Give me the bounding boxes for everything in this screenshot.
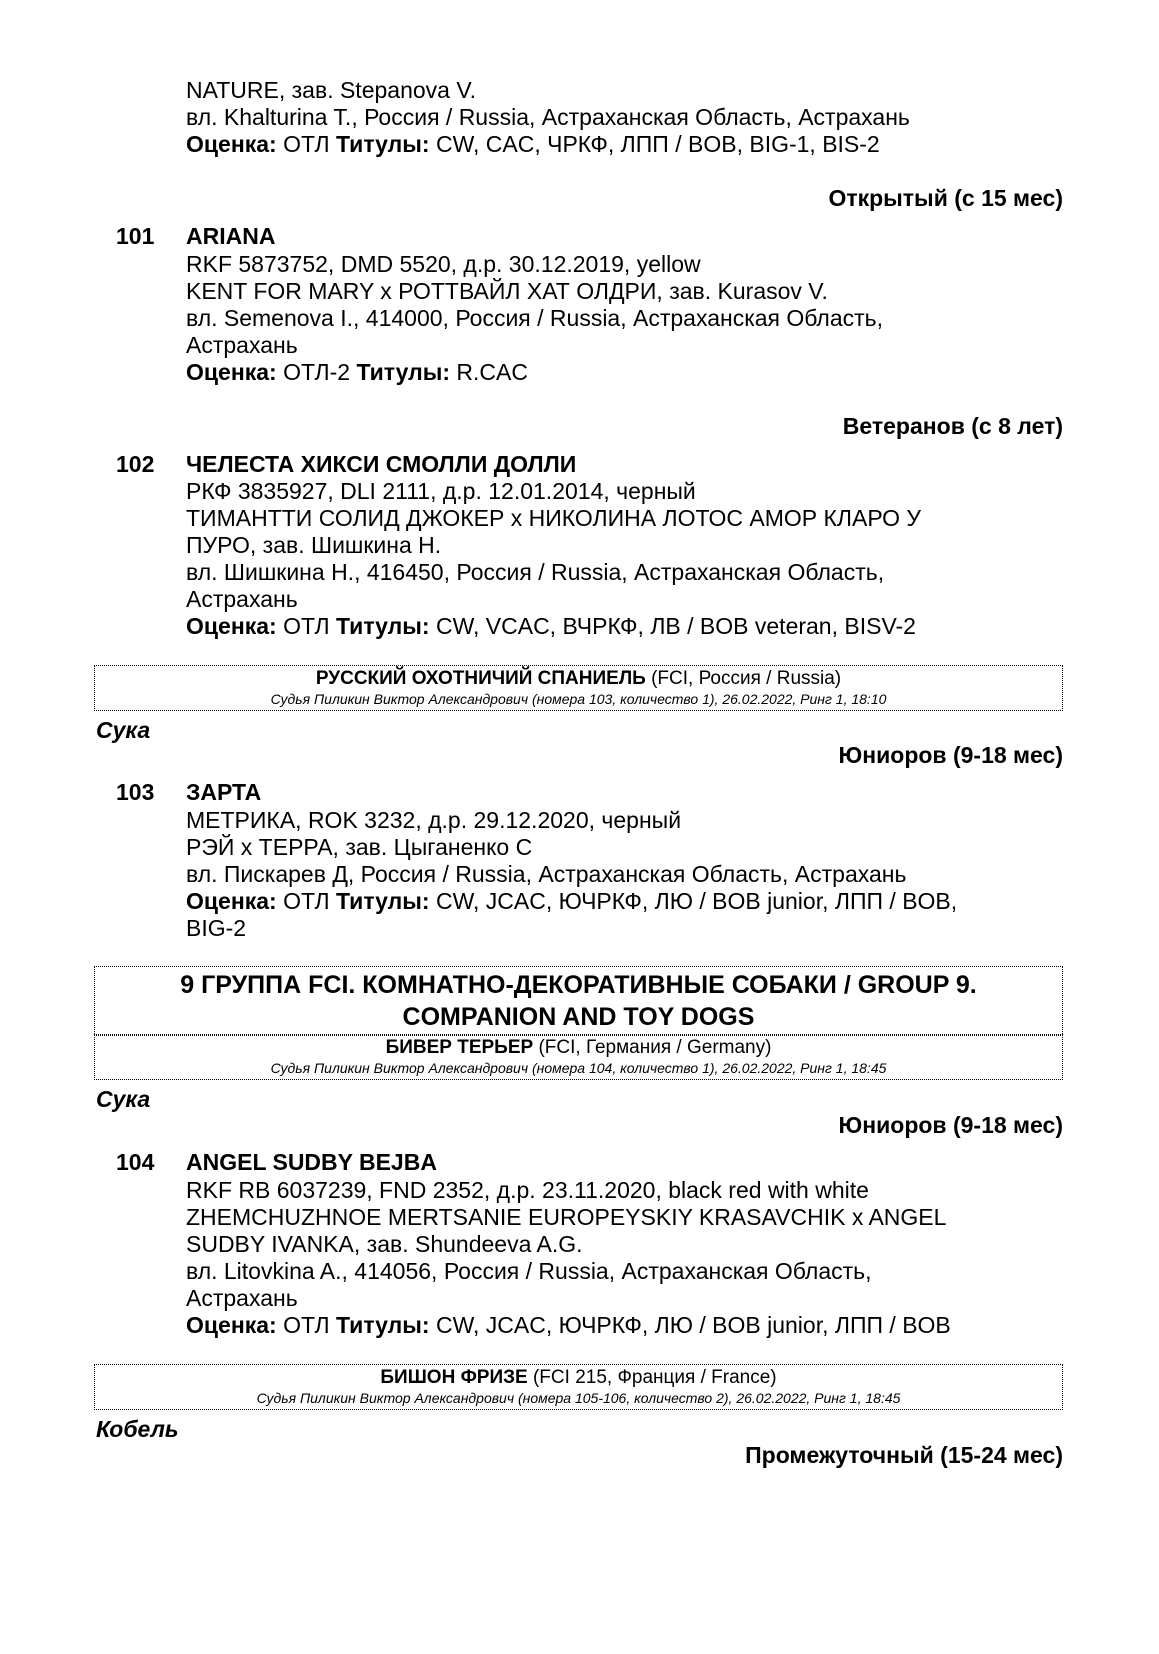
entry-registration: МЕТРИКА, ROK 3232, д.р. 29.12.2020, черный (186, 807, 682, 833)
entry-owner: вл. Пискарев Д, Россия / Russia, Астраханская Область, Астрахань (186, 861, 907, 887)
titles-value: CW, JCAC, ЮЧРКФ, ЛЮ / BOB junior, ЛПП / BOB, (429, 888, 958, 914)
judge-info: Судья Пиликин Виктор Александрович (номера 104, количество 1), 26.02.2022, Ринг 1, 18:45 (270, 1060, 887, 1076)
grade-value: ОТЛ (276, 1312, 336, 1338)
titles-label: Титулы: (336, 613, 430, 639)
group-heading (94, 966, 1063, 1036)
entry-grade-line (186, 1311, 951, 1339)
breed-name: БИВЕР ТЕРЬЕР (385, 1037, 534, 1058)
titles-value: CW, JCAC, ЮЧРКФ, ЛЮ / BOB junior, ЛПП / BOB (429, 1312, 951, 1338)
grade-value: ОТЛ (276, 888, 336, 914)
entry-parents: KENT FOR MARY x РОТТВАЙЛ ХАТ ОЛДРИ, зав. Kurasov V. (186, 278, 828, 304)
class-heading-open: Открытый (с 15 мес) (828, 185, 1063, 211)
breed-origin: (FCI, Германия / Germany) (533, 1037, 772, 1058)
group-title-line-2: COMPANION AND TOY DOGS (402, 1003, 755, 1031)
entry-parents-cont: SUDBY IVANKA, зав. Shundeeva A.G. (186, 1231, 583, 1257)
entry-registration: РКФ 3835927, DLI 2111, д.р. 12.01.2014, черный (186, 478, 696, 504)
entry-grade-line (186, 887, 957, 915)
breed-origin: (FCI 215, Франция / France) (527, 1367, 777, 1388)
entry-owner-cont: Астрахань (186, 332, 298, 358)
titles-label: Титулы: (336, 888, 430, 914)
entry-owner-cont: Астрахань (186, 1285, 298, 1311)
dog-name: ЧЕЛЕСТА ХИКСИ СМОЛЛИ ДОЛЛИ (186, 451, 577, 477)
entry-owner: вл. Semenova I., 414000, Россия / Russia, Астраханская Область, (186, 305, 884, 331)
entry-number: 101 (116, 223, 155, 249)
sex-heading: Сука (96, 1086, 151, 1112)
titles-label: Титулы: (336, 1312, 430, 1338)
entry-number: 102 (116, 451, 155, 477)
entry-number: 104 (116, 1149, 155, 1175)
grade-label: Оценка: (186, 888, 277, 914)
class-heading-veteran: Ветеранов (с 8 лет) (842, 413, 1063, 439)
entry-owner-cont: Астрахань (186, 586, 298, 612)
breed-header-bichon (94, 1364, 1063, 1410)
breed-header-spaniel (94, 665, 1063, 711)
entry-registration: RKF RB 6037239, FND 2352, д.р. 23.11.2020, black red with white (186, 1177, 869, 1203)
entry-parents: ZHEMCHUZHNOE MERTSANIE EUROPEYSKIY KRASAVCHIK x ANGEL (186, 1204, 947, 1230)
grade-value: ОТЛ-2 (276, 359, 357, 385)
entry-parents: ТИМАНТТИ СОЛИД ДЖОКЕР x НИКОЛИНА ЛОТОС АМОР КЛАРО У (186, 505, 922, 531)
breed-name: РУССКИЙ ОХОТНИЧИЙ СПАНИЕЛЬ (315, 668, 646, 689)
entry-owner: вл. Шишкина Н., 416450, Россия / Russia, Астраханская Область, (186, 559, 885, 585)
grade-value: ОТЛ (276, 131, 336, 157)
group-title-line-1: 9 ГРУППА FCI. КОМНАТНО-ДЕКОРАТИВНЫЕ СОБАКИ / GROUP 9. (180, 971, 977, 999)
class-heading-junior: Юниоров (9-18 мес) (838, 742, 1063, 768)
breed-header-biewer (94, 1034, 1063, 1080)
entry-titles-cont: BIG-2 (186, 915, 247, 941)
breed-title (95, 1365, 1062, 1389)
breed-title (95, 666, 1062, 690)
entry-owner: вл. Khalturina T., Россия / Russia, Астраханская Область, Астрахань (186, 104, 910, 130)
titles-label: Титулы: (356, 359, 451, 385)
titles-value: CW, VCAC, ВЧРКФ, ЛВ / BOB veteran, BISV-2 (429, 613, 916, 639)
class-heading-intermediate: Промежуточный (15-24 мес) (745, 1442, 1063, 1468)
breed-title (95, 1035, 1062, 1059)
dog-name: ЗАРТА (186, 779, 262, 805)
titles-label: Титулы: (336, 131, 430, 157)
entry-owner: вл. Litovkina A., 414056, Россия / Russia, Астраханская Область, (186, 1258, 872, 1284)
entry-parents: NATURE, зав. Stepanova V. (186, 77, 476, 103)
dog-name: ANGEL SUDBY BEJBA (186, 1149, 437, 1175)
breed-origin: (FCI, Россия / Russia) (645, 668, 842, 689)
grade-value: ОТЛ (276, 613, 336, 639)
entry-grade-line (186, 612, 916, 640)
sex-heading: Сука (96, 717, 151, 743)
titles-value: R.CAC (450, 359, 528, 385)
grade-label: Оценка: (186, 359, 277, 385)
titles-value: CW, CAC, ЧРКФ, ЛПП / BOB, BIG-1, BIS-2 (429, 131, 880, 157)
grade-label: Оценка: (186, 1312, 277, 1338)
entry-parents: РЭЙ x ТЕРРА, зав. Цыганенко С (186, 834, 533, 860)
sex-heading: Кобель (96, 1416, 179, 1442)
breed-name: БИШОН ФРИЗЕ (380, 1367, 528, 1388)
grade-label: Оценка: (186, 613, 277, 639)
judge-info: Судья Пиликин Виктор Александрович (номера 105-106, количество 2), 26.02.2022, Ринг 1, 18:45 (256, 1390, 901, 1406)
dog-name: ARIANA (186, 223, 276, 249)
class-heading-junior: Юниоров (9-18 мес) (838, 1112, 1063, 1138)
entry-registration: RKF 5873752, DMD 5520, д.р. 30.12.2019, yellow (186, 251, 701, 277)
entry-number: 103 (116, 779, 155, 805)
judge-info: Судья Пиликин Виктор Александрович (номера 103, количество 1), 26.02.2022, Ринг 1, 18:10 (270, 691, 887, 707)
grade-label: Оценка: (186, 131, 277, 157)
entry-grade-line (186, 130, 880, 158)
entry-grade-line (186, 358, 528, 386)
entry-parents-cont: ПУРО, зав. Шишкина Н. (186, 532, 442, 558)
